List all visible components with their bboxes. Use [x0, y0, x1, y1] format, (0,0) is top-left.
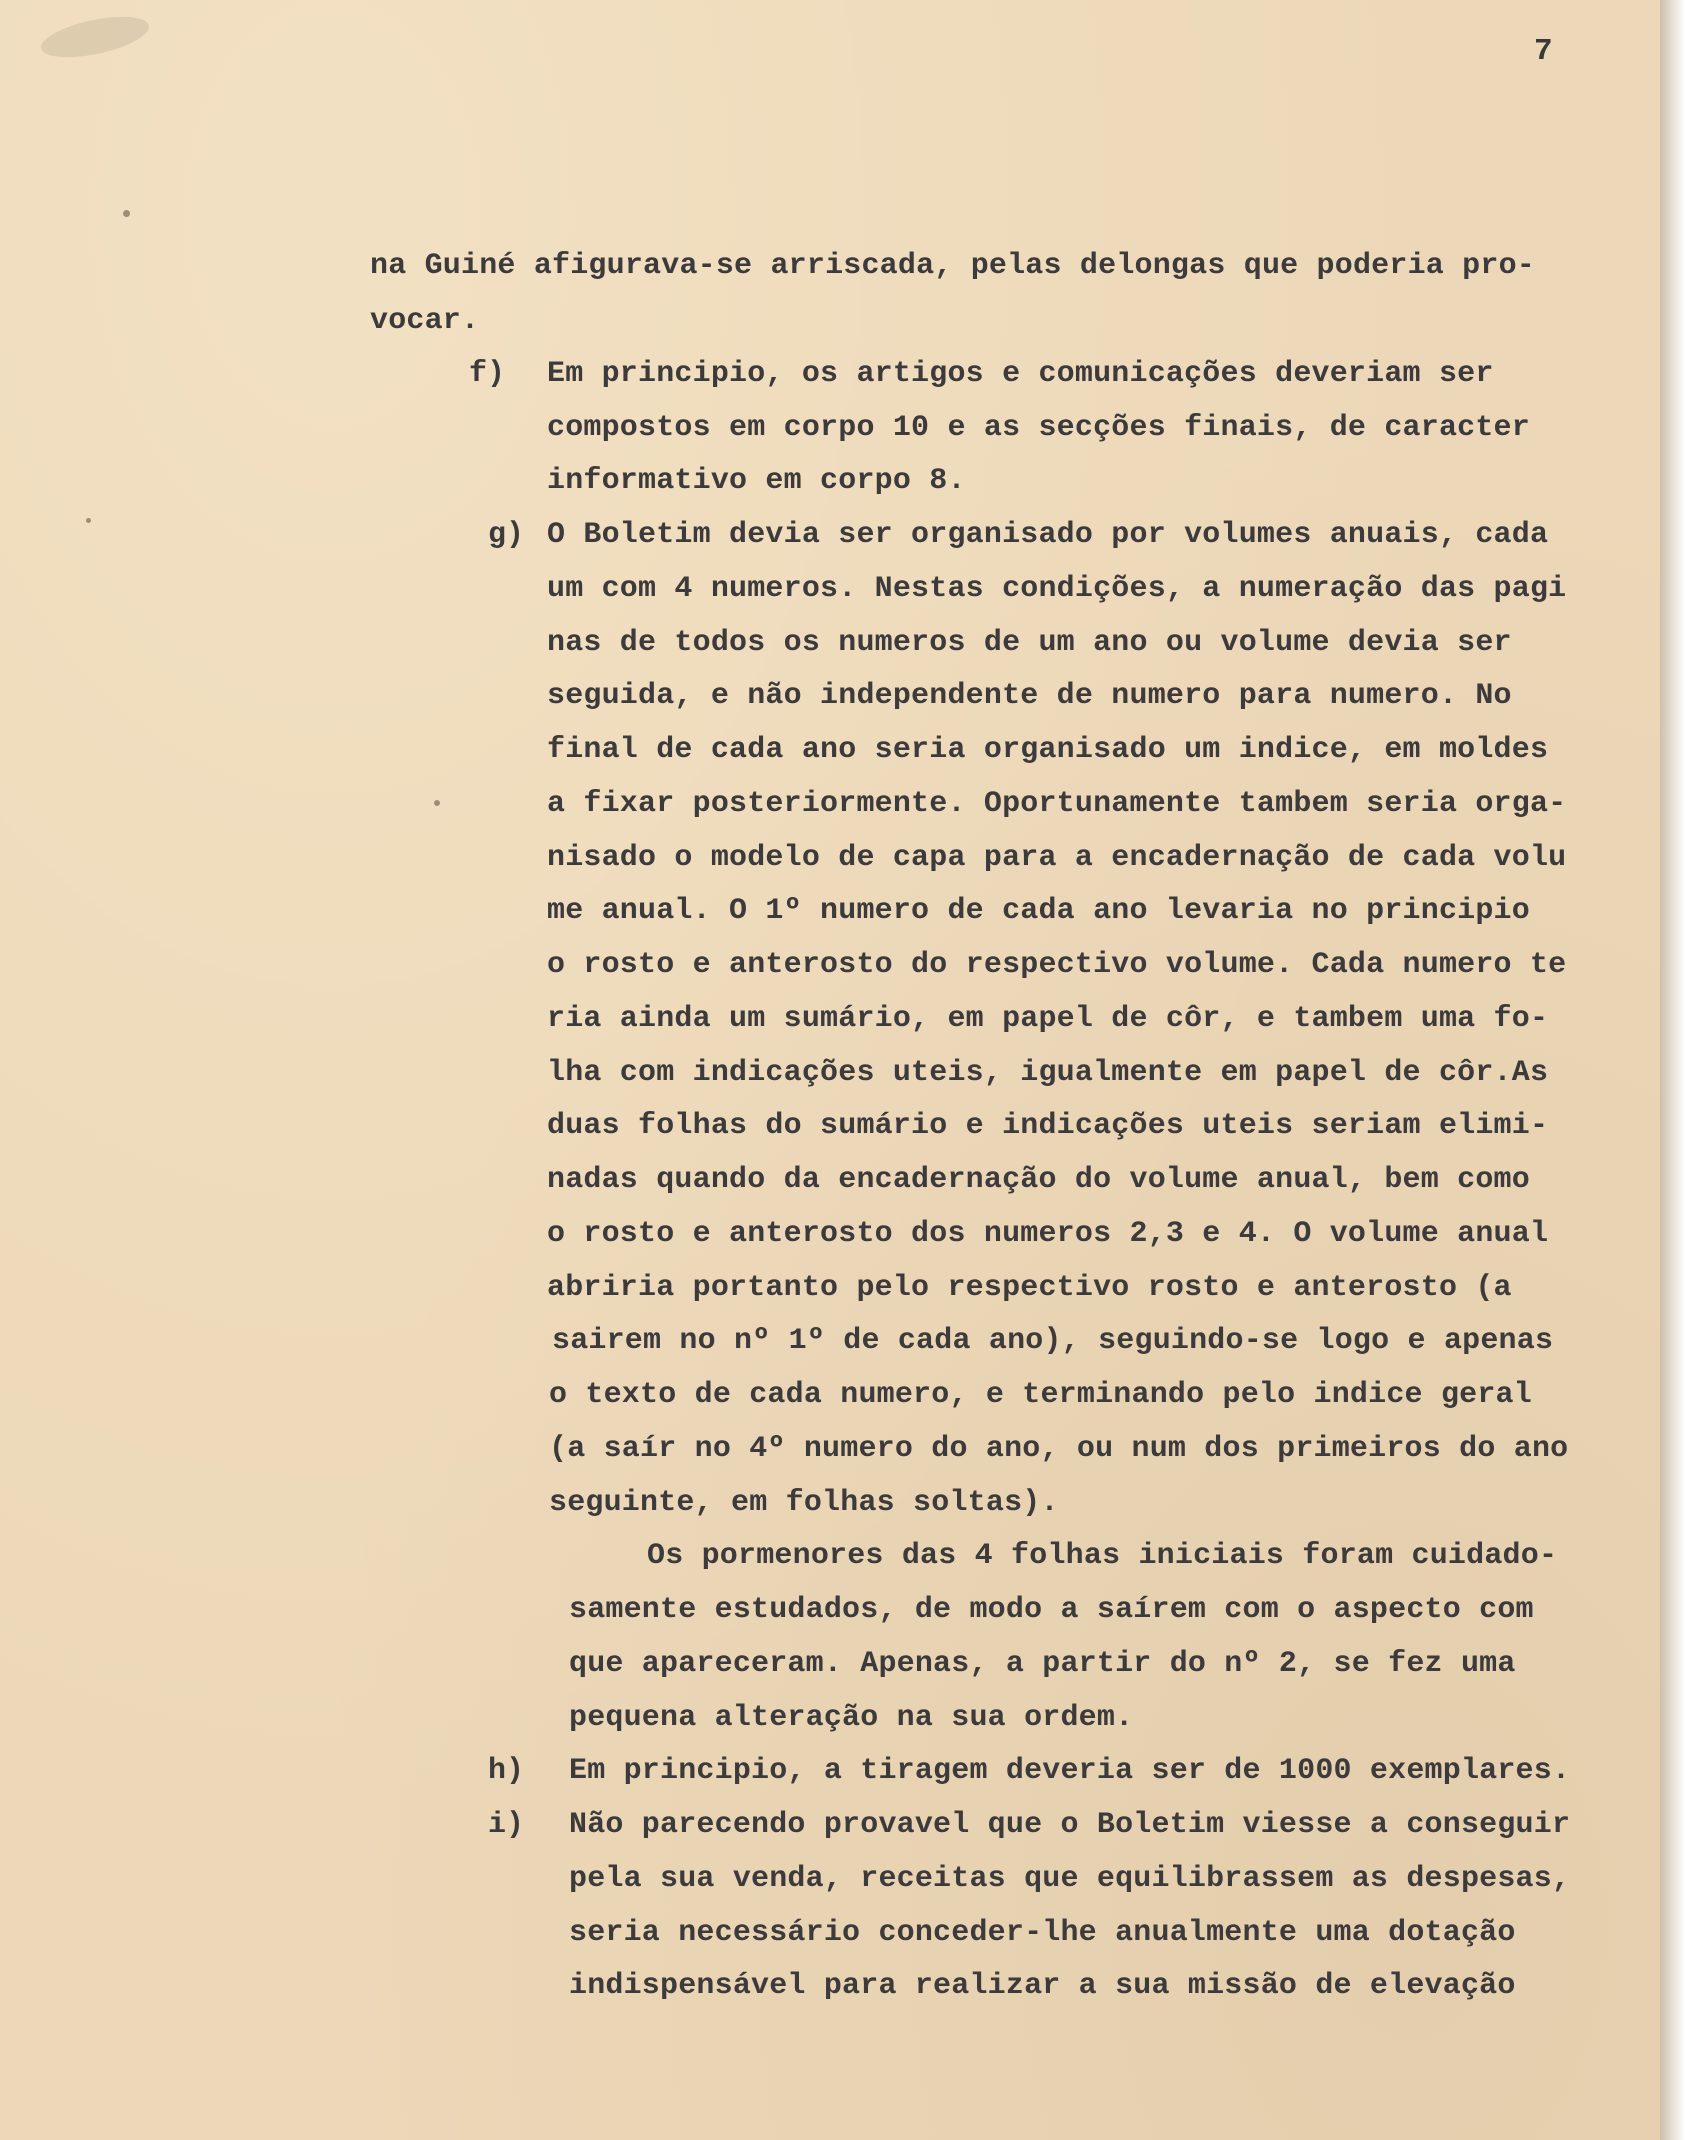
text-line: Em principio, os artigos e comunicações deveriam ser [547, 357, 1494, 391]
text-line: o rosto e anterosto dos numeros 2,3 e 4. O volume anual [547, 1217, 1549, 1251]
text-line: um com 4 numeros. Nestas condições, a numeração das pagi [547, 572, 1567, 606]
text-line: me anual. O 1º numero de cada ano levaria no principio [547, 894, 1530, 928]
text-line: seguinte, em folhas soltas). [549, 1486, 1059, 1520]
text-line: pela sua venda, receitas que equilibrassem as despesas, [569, 1862, 1571, 1896]
text-line: a fixar posteriormente. Oportunamente tambem seria orga- [547, 787, 1567, 821]
item-marker-g: g) [488, 518, 525, 552]
text-line: final de cada ano seria organisado um indice, em moldes [547, 733, 1549, 767]
item-marker-f: f) [469, 357, 506, 391]
text-line: seria necessário conceder-lhe anualmente uma dotação [569, 1916, 1516, 1950]
text-line: duas folhas do sumário e indicações uteis seriam elimi- [547, 1109, 1549, 1143]
page-number: 7 [1534, 34, 1553, 69]
text-line: ria ainda um sumário, em papel de côr, e tambem uma fo- [547, 1002, 1549, 1036]
text-line: nadas quando da encadernação do volume anual, bem como [547, 1163, 1530, 1197]
text-line: na Guiné afigurava-se arriscada, pelas delongas que poderia pro- [370, 249, 1535, 283]
text-line: lha com indicações uteis, igualmente em papel de côr.As [547, 1056, 1549, 1090]
text-line: Em principio, a tiragem deveria ser de 1000 exemplares. [569, 1754, 1571, 1788]
smudge-mark [38, 9, 153, 65]
text-line: abriria portanto pelo respectivo rosto e anterosto (a [547, 1271, 1512, 1305]
text-line: vocar. [370, 304, 480, 338]
text-line: o rosto e anterosto do respectivo volume. Cada numero te [547, 948, 1567, 982]
text-line: pequena alteração na sua ordem. [569, 1701, 1134, 1735]
text-line: o texto de cada numero, e terminando pelo indice geral [549, 1378, 1532, 1412]
text-line: samente estudados, de modo a saírem com o aspecto com [569, 1593, 1534, 1627]
text-line: nas de todos os numeros de um ano ou volume devia ser [547, 626, 1512, 660]
ink-speck [434, 800, 440, 806]
text-line: O Boletim devia ser organisado por volumes anuais, cada [547, 518, 1549, 552]
ink-speck [86, 518, 91, 523]
item-marker-h: h) [488, 1754, 525, 1788]
page-edge [1660, 0, 1685, 2140]
text-line: compostos em corpo 10 e as secções finais, de caracter [547, 411, 1530, 445]
text-line: nisado o modelo de capa para a encadernação de cada volu [547, 841, 1567, 875]
text-line: sairem no nº 1º de cada ano), seguindo-se logo e apenas [552, 1324, 1554, 1358]
text-line: seguida, e não independente de numero para numero. No [547, 679, 1512, 713]
text-line: Os pormenores das 4 folhas iniciais foram cuidado- [647, 1539, 1558, 1573]
text-line: indispensável para realizar a sua missão de elevação [569, 1969, 1516, 2003]
text-line: (a saír no 4º numero do ano, ou num dos primeiros do ano [549, 1432, 1569, 1466]
ink-speck [123, 210, 130, 217]
text-line: Não parecendo provavel que o Boletim viesse a conseguir [569, 1808, 1571, 1842]
text-line: que apareceram. Apenas, a partir do nº 2, se fez uma [569, 1647, 1516, 1681]
text-line: informativo em corpo 8. [547, 464, 966, 498]
item-marker-i: i) [488, 1808, 525, 1842]
